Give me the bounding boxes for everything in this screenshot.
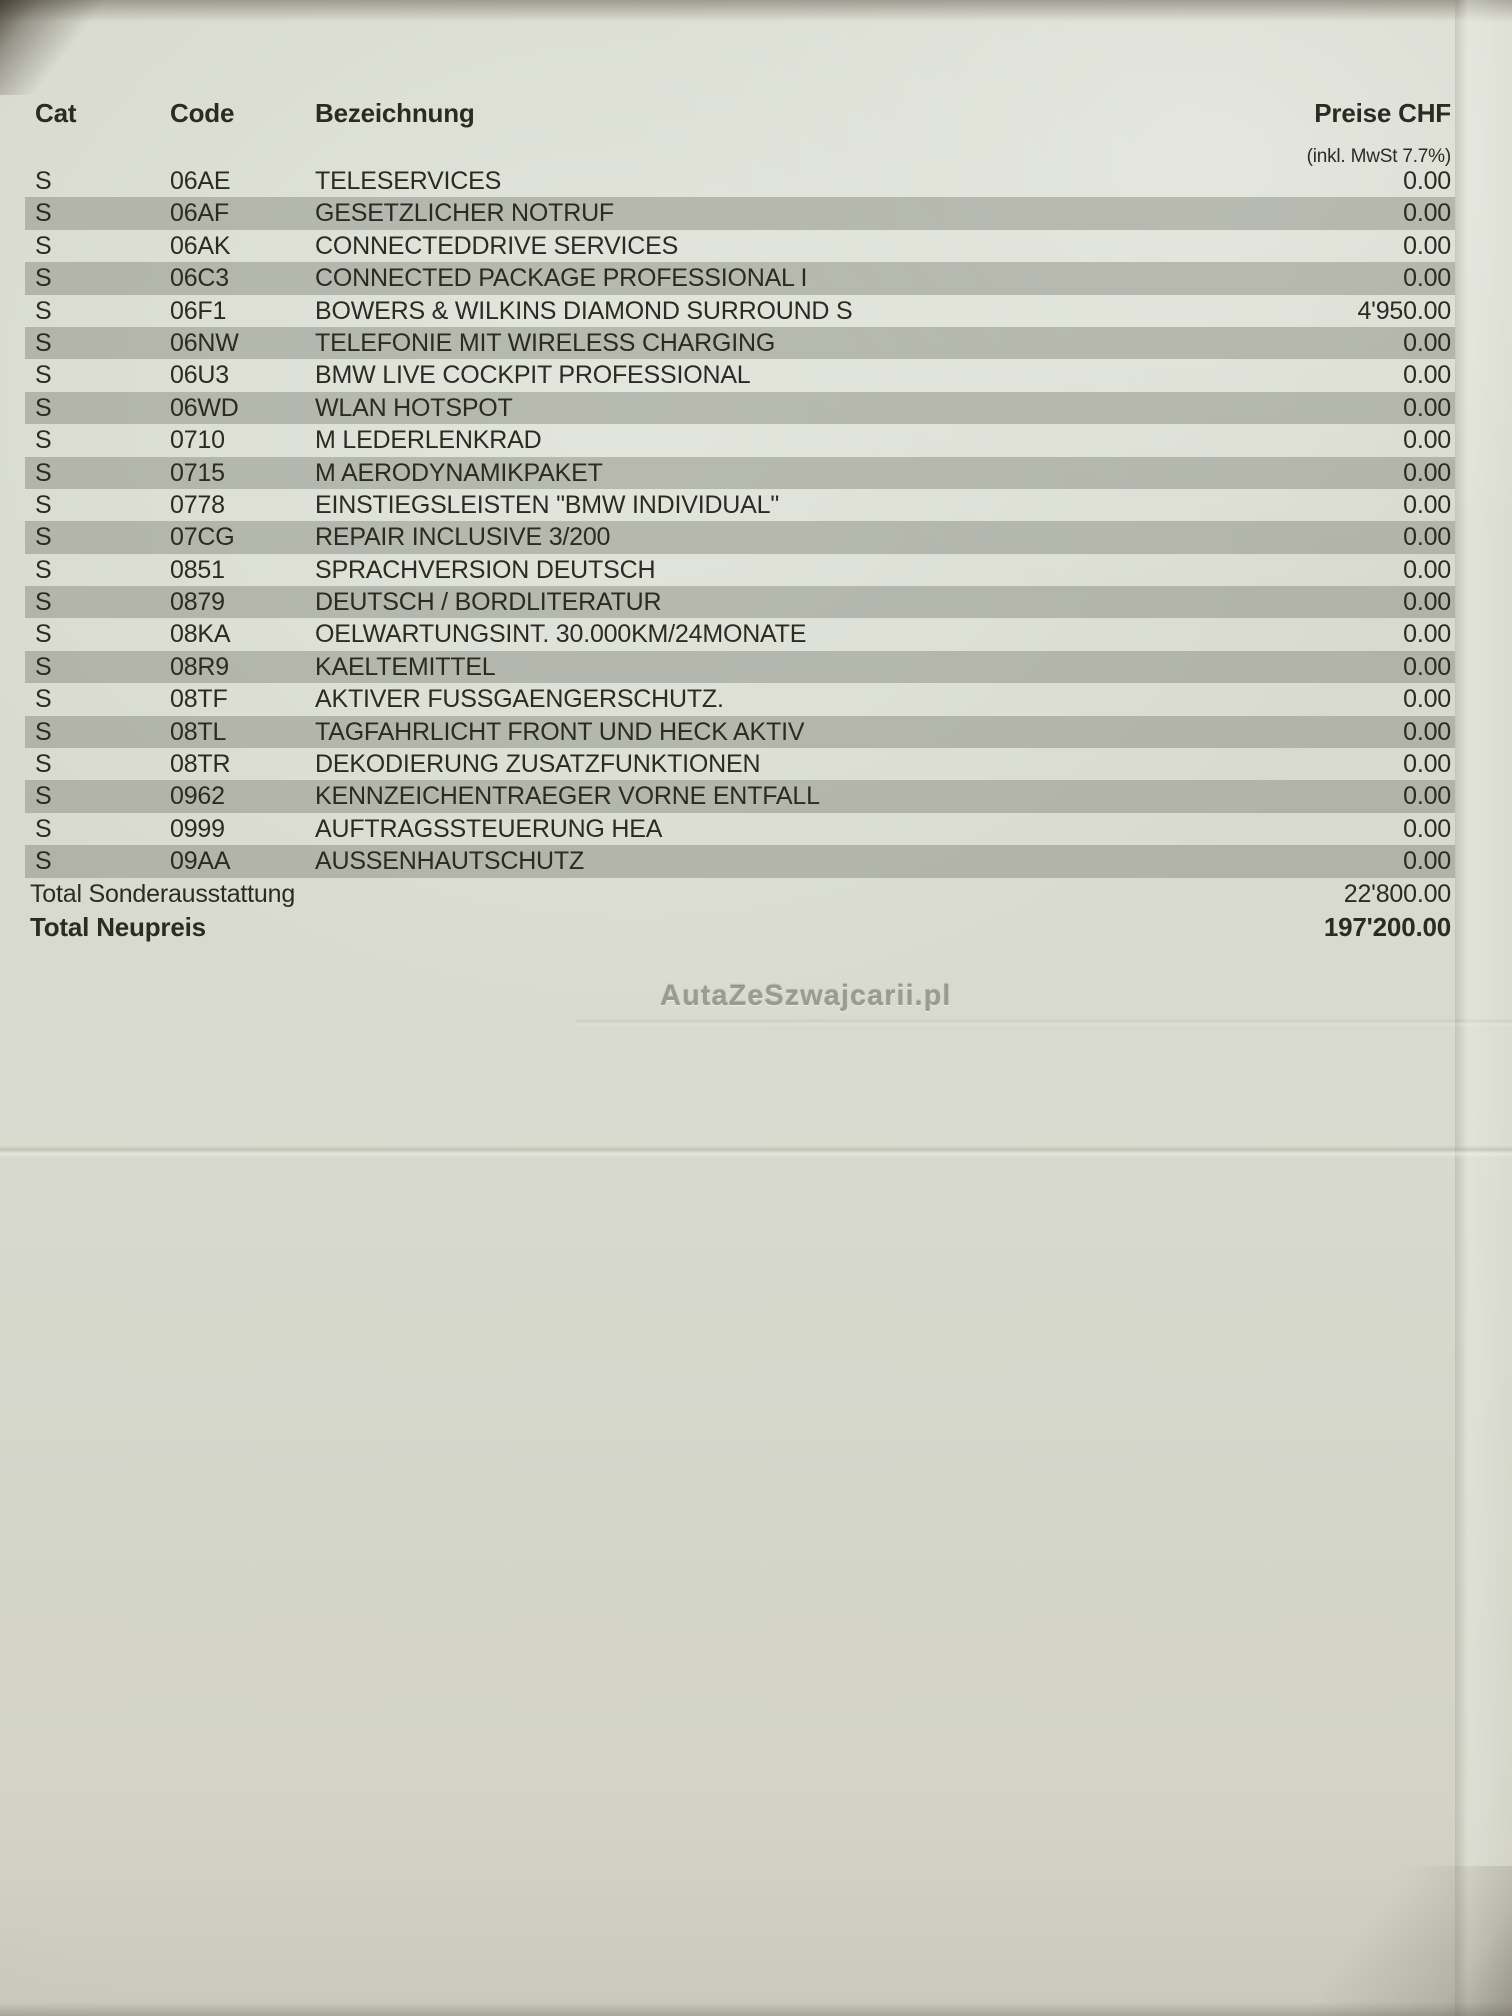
row-code: 09AA: [170, 847, 231, 876]
paper-crease-faint: [575, 1018, 1512, 1027]
row-description: KAELTEMITTEL: [315, 652, 496, 681]
row-code: 0778: [170, 490, 225, 519]
row-code: 06NW: [170, 328, 239, 357]
row-code: 08TF: [170, 685, 228, 714]
row-description: CONNECTED PACKAGE PROFESSIONAL I: [315, 264, 808, 293]
paper-right-fold: [1455, 0, 1512, 2016]
row-description: M AERODYNAMIKPAKET: [315, 458, 603, 487]
row-code: 06AK: [170, 231, 231, 260]
row-description: GESETZLICHER NOTRUF: [315, 199, 614, 228]
row-price: 0.00: [1403, 490, 1451, 519]
row-price: 0.00: [1403, 652, 1451, 681]
row-price: 0.00: [1403, 685, 1451, 714]
row-description: TAGFAHRLICHT FRONT UND HECK AKTIV: [315, 717, 805, 746]
row-price: 0.00: [1403, 361, 1451, 390]
row-code: 0999: [170, 814, 225, 843]
table-row: [25, 197, 1455, 229]
row-cat: S: [35, 361, 52, 390]
row-price: 0.00: [1403, 231, 1451, 260]
row-cat: S: [35, 652, 52, 681]
total-newprice-spacer: [206, 910, 1324, 944]
table-row: [25, 165, 1455, 197]
row-price: 0.00: [1403, 620, 1451, 649]
row-code: 06C3: [170, 264, 229, 293]
watermark-text: AutaZeSzwajcarii.pl: [660, 980, 952, 1012]
row-price: 0.00: [1403, 750, 1451, 779]
row-description: WLAN HOTSPOT: [315, 393, 513, 422]
row-description: AUFTRAGSSTEUERUNG HEA: [315, 814, 663, 843]
row-cat: S: [35, 555, 52, 584]
header-code: Code: [170, 98, 235, 128]
row-price: 0.00: [1403, 814, 1451, 843]
table-row: [25, 392, 1455, 424]
row-description: REPAIR INCLUSIVE 3/200: [315, 523, 611, 552]
row-description: SPRACHVERSION DEUTSCH: [315, 555, 656, 584]
total-options-spacer: [295, 879, 1344, 910]
row-code: 0879: [170, 588, 225, 617]
table-row: [25, 489, 1455, 521]
row-price: 0.00: [1403, 588, 1451, 617]
table-row: [25, 327, 1455, 359]
paper-bottom-right-corner-shadow: [1232, 1866, 1512, 2016]
row-description: AKTIVER FUSSGAENGERSCHUTZ.: [315, 685, 724, 714]
row-cat: S: [35, 231, 52, 260]
total-options-value: 22'800.00: [1343, 880, 1451, 908]
row-cat: S: [35, 328, 52, 357]
row-code: 06U3: [170, 361, 229, 390]
row-code: 0715: [170, 458, 225, 487]
row-code: 06F1: [170, 296, 227, 325]
total-newprice-value: 197'200.00: [1323, 912, 1451, 942]
table-row: [25, 457, 1455, 489]
row-price: 4'950.00: [1357, 296, 1451, 325]
table-row: [25, 359, 1455, 391]
row-description: DEUTSCH / BORDLITERATUR: [315, 588, 662, 617]
row-cat: S: [35, 490, 52, 519]
table-row: [25, 813, 1455, 845]
row-cat: S: [35, 167, 52, 195]
row-cat: S: [35, 814, 52, 843]
row-description: TELESERVICES: [315, 167, 502, 195]
row-description: EINSTIEGSLEISTEN "BMW INDIVIDUAL": [315, 490, 780, 519]
row-price: 0.00: [1403, 393, 1451, 422]
row-price: 0.00: [1403, 199, 1451, 228]
total-options-line: [25, 879, 1455, 910]
table-header: [25, 98, 1455, 129]
table-row: [25, 424, 1455, 456]
paper-top-edge-shadow: [0, 0, 1512, 22]
row-cat: S: [35, 393, 52, 422]
row-code: 07CG: [170, 523, 235, 552]
row-cat: S: [35, 458, 52, 487]
total-options-label: Total Sonderausstattung: [30, 880, 296, 908]
table-row: [25, 683, 1455, 715]
row-code: 0962: [170, 782, 225, 811]
row-cat: S: [35, 717, 52, 746]
table-row: [25, 716, 1455, 748]
total-newprice-label: Total Neupreis: [30, 912, 206, 942]
table-row: [25, 295, 1455, 327]
table-row: [25, 651, 1455, 683]
row-price: 0.00: [1403, 167, 1451, 195]
row-cat: S: [35, 264, 52, 293]
row-cat: S: [35, 296, 52, 325]
table-row: [25, 845, 1455, 877]
paper-bottom-edge-shadow: [0, 2002, 1512, 2016]
table-row: [25, 230, 1455, 262]
table-row: [25, 521, 1455, 553]
paper-crease-horizontal: [0, 1146, 1512, 1158]
row-description: CONNECTEDDRIVE SERVICES: [315, 231, 679, 260]
row-code: 0851: [170, 555, 225, 584]
row-description: BOWERS & WILKINS DIAMOND SURROUND S: [315, 296, 853, 325]
row-cat: S: [35, 588, 52, 617]
header-price: Preise CHF: [1314, 98, 1451, 128]
row-cat: S: [35, 620, 52, 649]
totals-section: [25, 879, 1455, 944]
row-code: 08KA: [170, 620, 231, 649]
table-row: [25, 554, 1455, 586]
row-code: 0710: [170, 426, 225, 455]
table-row: [25, 262, 1455, 294]
row-cat: S: [35, 426, 52, 455]
row-cat: S: [35, 523, 52, 552]
row-description: DEKODIERUNG ZUSATZFUNKTIONEN: [315, 750, 761, 779]
row-price: 0.00: [1403, 328, 1451, 357]
row-price: 0.00: [1403, 458, 1451, 487]
table-row: [25, 618, 1455, 650]
row-description: TELEFONIE MIT WIRELESS CHARGING: [315, 328, 776, 357]
table-row: [25, 748, 1455, 780]
header-cat: Cat: [35, 98, 77, 128]
row-code: 06AF: [170, 199, 229, 228]
table-row: [25, 780, 1455, 812]
header-description: Bezeichnung: [315, 98, 475, 128]
row-price: 0.00: [1403, 555, 1451, 584]
row-code: 08R9: [170, 652, 229, 681]
row-cat: S: [35, 750, 52, 779]
row-price: 0.00: [1403, 264, 1451, 293]
row-code: 06WD: [170, 393, 239, 422]
table-rows: [25, 165, 1455, 878]
row-code: 08TR: [170, 750, 231, 779]
row-price: 0.00: [1403, 426, 1451, 455]
row-code: 08TL: [170, 717, 227, 746]
total-newprice-line: [25, 910, 1455, 944]
row-price: 0.00: [1403, 847, 1451, 876]
row-cat: S: [35, 782, 52, 811]
row-price: 0.00: [1403, 717, 1451, 746]
row-cat: S: [35, 847, 52, 876]
row-description: AUSSENHAUTSCHUTZ: [315, 847, 585, 876]
row-cat: S: [35, 199, 52, 228]
row-price: 0.00: [1403, 782, 1451, 811]
paper-top-left-corner-shadow: [0, 0, 150, 95]
row-description: M LEDERLENKRAD: [315, 426, 542, 455]
row-description: BMW LIVE COCKPIT PROFESSIONAL: [315, 361, 751, 390]
tax-note: (inkl. MwSt 7.7%): [1306, 146, 1451, 167]
row-code: 06AE: [170, 167, 231, 195]
row-description: OELWARTUNGSINT. 30.000KM/24MONATE: [315, 620, 807, 649]
row-description: KENNZEICHENTRAEGER VORNE ENTFALL: [315, 782, 820, 811]
table-row: [25, 586, 1455, 618]
row-price: 0.00: [1403, 523, 1451, 552]
row-cat: S: [35, 685, 52, 714]
